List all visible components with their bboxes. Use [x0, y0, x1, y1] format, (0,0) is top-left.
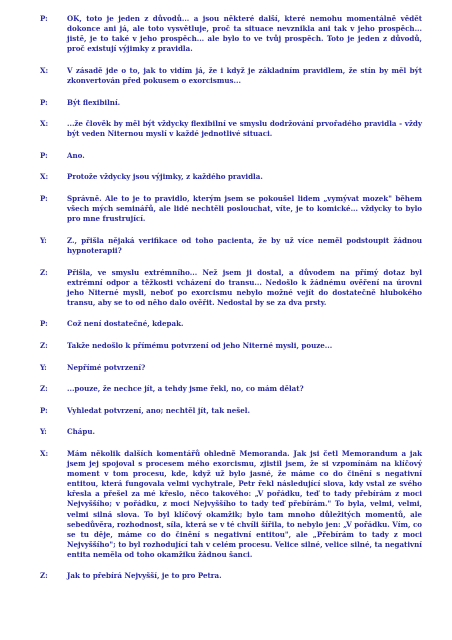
- dialogue-entry: [40, 341, 422, 351]
- dialogue-entry: [40, 66, 422, 86]
- speaker-label: Z:: [40, 340, 48, 350]
- dialogue-entry: [40, 236, 422, 256]
- dialogue-entry: [40, 268, 422, 308]
- dialogue-text: Ano.: [67, 150, 85, 160]
- speaker-label: Y:: [40, 362, 47, 372]
- dialogue-text: Nepřímé potvrzení?: [67, 362, 146, 372]
- dialogue-entry: [40, 571, 422, 581]
- dialogue-entry: [40, 151, 422, 161]
- dialogue-entry: [40, 319, 422, 329]
- speaker-label: P:: [40, 405, 48, 415]
- dialogue-text: Přišla, ve smyslu extrémního... Než jsem ji dostal, a důvodem na přímý dotaz byl extrémní odpor a těžkosti vcházení do transu... Nedošlo k žádnému ověření na úrovni jeho Niterné mysli, neboť po exorcismu nebylo možné vejít do dostatečně hlubokého transu, aby se to od něho dalo ověřit. Nedostal by se za dva prsty.: [67, 267, 422, 307]
- dialogue-text: Což není dostatečné, kdepak.: [67, 319, 184, 329]
- speaker-label: P:: [40, 150, 48, 160]
- dialogue-entry: [40, 384, 422, 394]
- speaker-label: Y:: [40, 427, 47, 437]
- speaker-label: Z:: [40, 571, 48, 581]
- dialogue-text: Z., přišla nějaká verifikace od toho pacienta, že by už více neměl podstoupit žádnou hypnoterapii?: [67, 235, 422, 255]
- dialogue-entry: [40, 194, 422, 224]
- speaker-label: Z:: [40, 267, 48, 277]
- speaker-label: P:: [40, 319, 48, 329]
- speaker-label: Z:: [40, 384, 48, 394]
- dialogue-text: ...že člověk by měl být vždycky flexibilní ve smyslu dodržování prvořadého pravidla - vždy být veden Niternou myslí v každé jednotlivé situaci.: [67, 119, 422, 139]
- dialogue-entry: [40, 119, 422, 139]
- speaker-label: X:: [40, 172, 49, 182]
- dialogue-text: Vyhledat potvrzení, ano; nechtěl jít, tak nešel.: [67, 405, 250, 415]
- speaker-label: P:: [40, 14, 48, 23]
- dialogue-entry: [40, 14, 422, 54]
- dialogue-entry: [40, 172, 422, 182]
- dialogue-entry: [40, 363, 422, 373]
- dialogue-text: Jak to přebírá Nejvyšší, je to pro Petra.: [67, 571, 222, 581]
- speaker-label: Y:: [40, 235, 47, 245]
- dialogue-text: Chápu.: [67, 427, 95, 437]
- dialogue-entry: [40, 406, 422, 416]
- dialogue-text: Mám několik dalších komentářů ohledně Memoranda. Jak jsi četl Memorandum a jak jsem jej spojoval s procesem mého exorcismu, zjistil jsem, že si vzpomínám na klíčový moment v tom procesu, kde, když už bylo jasné, že máme co do činění s negativní entitou, která fungovala velmi vychytrale, Petr řekl následující slova, kdy vstal ze svého křesla a přešel za mé křeslo, něco takového: „V pořádku, teď to tady přebírám z moci Nejvyššího; v pořádku, z moci Nejvyššího to tady teď přebírám." To byla, velmi, velmi, velmi silná slova. To byl klíčový okamžik; bylo tam mnoho důležitých momentů, ale sebedůvěra, rozhodnost, síla, která se v té chvíli šířila, to nebylo jen: „V pořádku. Vím, co se tu děje, máme co do činění s negativní entitou", ale „Přebírám to tady z moci Nejvyššího"; to byl rozhodující tah v celém procesu. Velice silné, velice silné, ta negativní entita neměla od toho okamžiku žádnou šanci.: [67, 448, 422, 559]
- dialogue-text: Protože vždycky jsou výjimky, z každého pravidla.: [67, 172, 263, 182]
- dialogue-text: Správně. Ale to je to pravidlo, kterým jsem se pokoušel lidem „vymývat mozek" během všech mých seminářů, ale lidé nechtěli poslouchat, víte, je to komické... vždycky to bylo pro mne frustrující.: [67, 194, 422, 224]
- speaker-label: X:: [40, 448, 49, 458]
- speaker-label: X:: [40, 119, 49, 129]
- dialogue-entry: [40, 449, 422, 560]
- speaker-label: X:: [40, 65, 49, 75]
- dialogue-text: ...pouze, že nechce jít, a tehdy jsme řekl, no, co mám dělat?: [67, 384, 304, 394]
- dialogue-text: Být flexibilní.: [67, 97, 121, 107]
- speaker-label: P:: [40, 97, 48, 107]
- dialogue-entry: [40, 427, 422, 437]
- dialogue-entry: [40, 98, 422, 108]
- dialogue-text: OK, toto je jeden z důvodů... a jsou některé další, které nemohu momentálně vědět dokonce ani já, ale toto vysvětluje, proč ta situace nevznikla ani tak v jeho prospěch... jistě, je to také v jeho prospěch... ale bylo to ve tvůj prospěch. Toto je jeden z důvodů, proč existují výjimky z pravidla.: [67, 14, 422, 54]
- speaker-label: P:: [40, 194, 48, 204]
- dialogue-text: Takže nedošlo k přímému potvrzení od jeho Niterné mysli, pouze...: [67, 340, 333, 350]
- dialogue-text: V zásadě jde o to, jak to vidím já, že i když je základním pravidlem, že stín by měl být zkonvertován před pokusem o exorcismus...: [67, 65, 422, 85]
